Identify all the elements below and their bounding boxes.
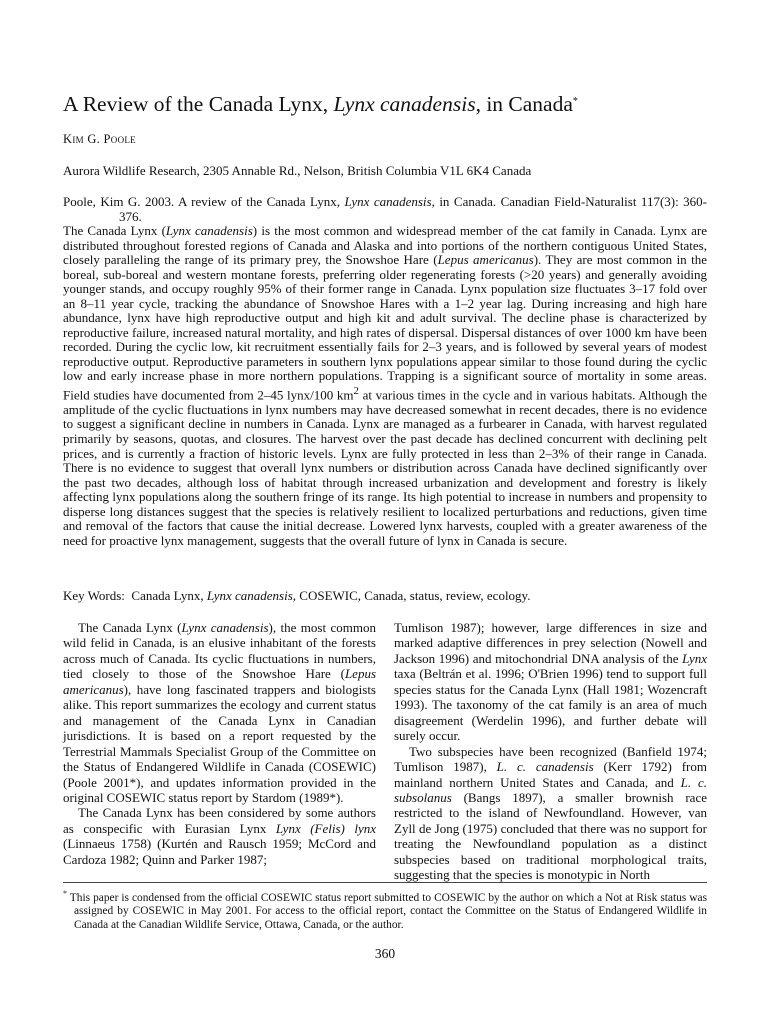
body-paragraph: The Canada Lynx has been considered by some authors as conspecific with Eurasian Lynx Lynx (Felis) lynx (Linnaeus 1758) (Kurtén and Rausch 1959; McCord and Cardoza 1982; Quinn and Parker 1987; bbox=[63, 805, 377, 867]
footnote-divider bbox=[63, 882, 707, 883]
page-number: 360 bbox=[374, 946, 396, 961]
body-paragraph: Two subspecies have been recognized (Banfield 1974; Tumlison 1987), L. c. canadensis (Kerr 1792) from mainland northern United States and Canada, and L. c. subsolanus (Bangs 1897), a smaller brownish race restricted to the island of Newfoundland. However, van Zyll de Jong (1975) concluded that there was no support for treating the Newfoundland population as a distinct subspecies based on traditional morphological traits, suggesting that the species is monotypic in North bbox=[394, 743, 707, 883]
key-words: Key Words: Canada Lynx, Lynx canadensis, COSEWIC, Canada, status, review, ecology. bbox=[63, 588, 531, 603]
abstract: The Canada Lynx (Lynx canadensis) is the most common and widespread member of the cat family in Canada. Lynx are distributed throughout forested regions of Canada and Alaska and into portions of the northern contiguous United States, closely paralleling the range of its primary prey, the Snowshoe Hare (Lepus americanus). They are most common in the boreal, sub-boreal and western montane forests, preferring older regenerating forests (>20 years) and generally avoiding younger stands, and occupy roughly 95% of their former range in Canada. Lynx population size fluctuates 3–17 fold over an 8–11 year cycle, tracking the abundance of Snowshoe Hares with a 1–2 year lag. During increasing and high hare abundance, lynx have high reproductive output and high kit and adult survival. The decline phase is characterized by reproductive failure, increased natural mortality, and high rates of dispersal. Dispersal distances of over 1000 km have been recorded. During the cyclic low, kit recruitment essentially fails for 2–3 years, and is followed by several years of modest reproductive output. Reproductive parameters in southern lynx populations appear similar to those found during the cyclic low and early increase phase in more northern populations. Trapping is a significant source of mortality in some areas. Field studies have documented from 2–45 lynx/100 $km^2$ at various times in the cycle and in various habitats. Although the amplitude of the cyclic fluctuations in lynx numbers may have decreased somewhat in recent decades, there is no evidence to suggest a significant decline in numbers in Canada. Lynx are managed as a furbearer in Canada, with harvest regulated primarily by seasons, quotas, and closures. The harvest over the past decade has declined concurrent with declining pelt prices, and is currently a fraction of historic levels. Lynx are fully protected in less than 2–3% of their range in Canada. There is no evidence to suggest that overall lynx numbers or distribution across Canada have declined significantly over the past two decades, although loss of habitat through increased urbanization and development and forestry is likely affecting lynx populations along the southern fringe of its range. Its high potential to increase in numbers and propensity to disperse long distances suggest that the species is relatively resilient to localized perturbations and reductions, given time and removal of the factors that cause the initial decrease. Lowered lynx harvests, coupled with a greater awareness of the need for proactive lynx management, suggests that the overall future of lynx in Canada is secure. bbox=[63, 223, 708, 548]
body-paragraph: Tumlison 1987); however, large differences in size and marked adaptive differences in prey selection (Nowell and Jackson 1996) and mitochondrial DNA analysis of the Lynx taxa (Beltrán et al. 1996; O'Brien 1996) tend to support full species status for the Canada Lynx (Hall 1981; Wozencraft 1993). The taxonomy of the cat family is an area of much disagreement (Werdelin 1996), and further debate will surely occur. bbox=[394, 620, 707, 744]
footnote: * This paper is condensed from the official COSEWIC status report submitted to COSEWIC by the author on which a Not at Risk status was assigned by COSEWIC in May 2001. For access to the official report, contact the Committee on the Status of Endangered Wildlife in Canada at the Canadian Wildlife Service, Ottawa, Canada, or the author. bbox=[63, 889, 707, 931]
body-paragraph: The Canada Lynx (Lynx canadensis), the most common wild felid in Canada, is an elusive inhabitant of the forests across much of Canada. Its cyclic fluctuations in numbers, tied closely to those of the Snowshoe Hare (Lepus americanus), have long fascinated trappers and biologists alike. This report summarizes the ecology and current status and management of the Canada Lynx in Canadian jurisdictions. It is based on a report requested by the Terrestrial Mammals Specialist Group of the Committee on the Status of Endangered Wildlife in Canada (COSEWIC) (Poole 2001*), and updates information provided in the original COSEWIC status report by Stardom (1989*). bbox=[63, 620, 376, 805]
body-column-left bbox=[63, 620, 376, 867]
title-footnote-mark: * bbox=[572, 96, 578, 107]
citation: Poole, Kim G. 2003. A review of the Canada Lynx, Lynx canadensis, in Canada. Canadian Field-Naturalist 117(3): 360-376. bbox=[63, 194, 708, 224]
author-affiliation: Aurora Wildlife Research, 2305 Annable Rd., Nelson, British Columbia V1L 6K4 Canada bbox=[63, 163, 532, 178]
body-column-right bbox=[394, 620, 707, 883]
key-words-label: Key Words: bbox=[63, 588, 125, 603]
author-name: Kim G. Poole bbox=[63, 132, 136, 146]
paper-title: A Review of the Canada Lynx, Lynx canadensis, in Canada* bbox=[63, 92, 578, 116]
